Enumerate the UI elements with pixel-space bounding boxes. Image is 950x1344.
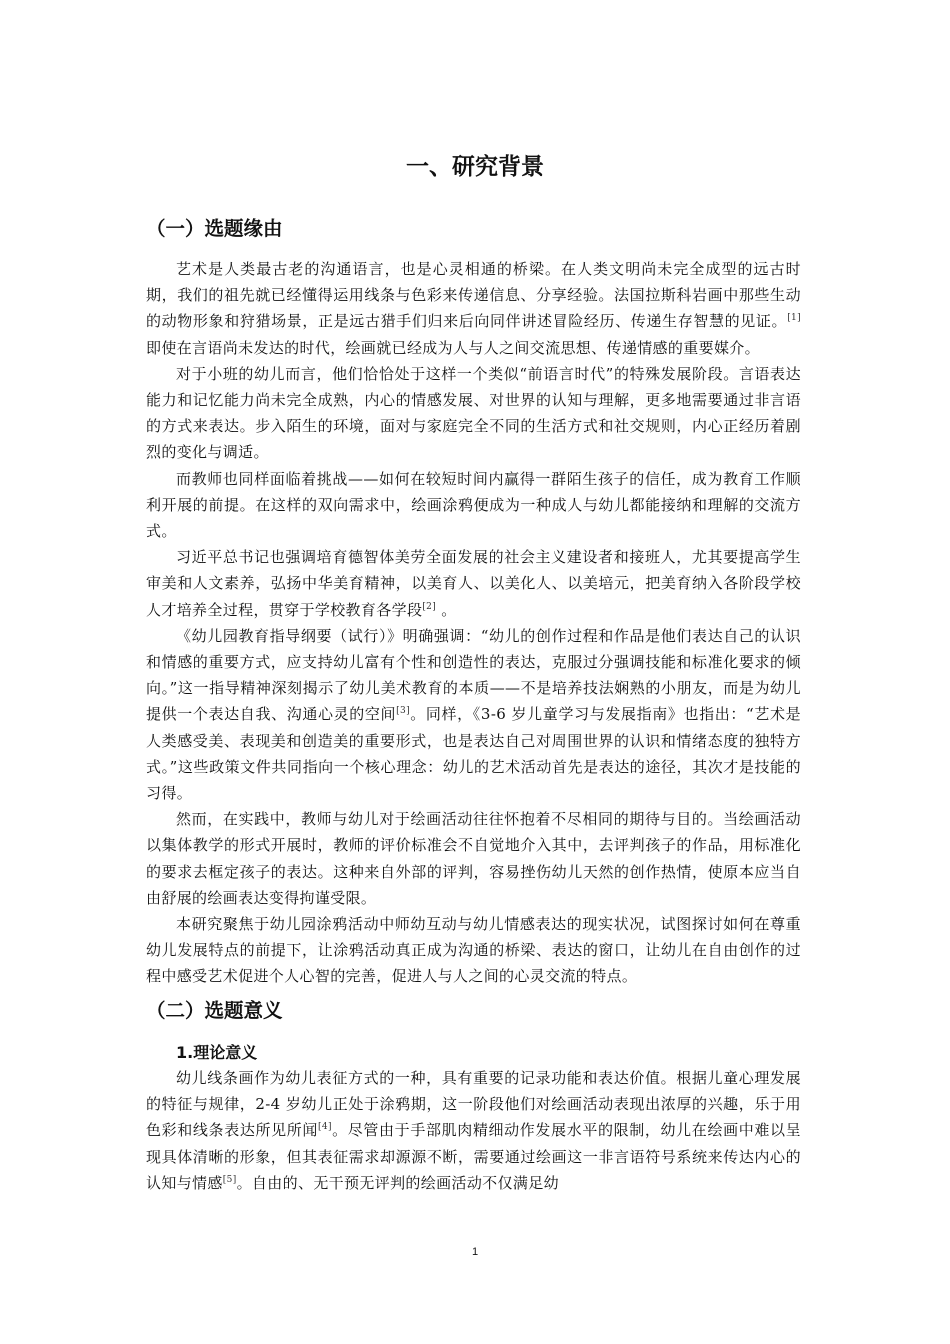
citation-ref: [2] bbox=[422, 601, 437, 612]
citation-ref: [5] bbox=[222, 1174, 237, 1185]
page-number: 1 bbox=[471, 1246, 479, 1258]
subsection-heading-theory: 1.理论意义 bbox=[176, 1043, 258, 1062]
paragraph: 然而，在实践中，教师与幼儿对于绘画活动往往怀抱着不尽相同的期待与目的。当绘画活动以集体教学的形式开展时，教师的评价标准会不自觉地介入其中，去评判孩子的作品，用标准化的要求去框定孩子的表达。这种来自外部的评判，容易挫伤幼儿天然的创作热情，使原本应当自由舒展的绘画表达变得拘谨受限。 bbox=[146, 810, 801, 907]
paragraph: 艺术是人类最古老的沟通语言，也是心灵相通的桥梁。在人类文明尚未完全成型的远古时期，我们的祖先就已经懂得运用线条与色彩来传递信息、分享经验。法国拉斯科岩画中那些生动的动物形象和狩猎场景，正是远古猎手们归来后向同伴讲述冒险经历、传递生存智慧的见证。[1]即使在言语尚未发达的时代，绘画就已经成为人与人之间交流思想、传递情感的重要媒介。 bbox=[146, 260, 801, 357]
citation-ref: [1] bbox=[787, 313, 801, 324]
section-heading-reason: （一）选题缘由 bbox=[146, 217, 283, 240]
section-heading-significance: （二）选题意义 bbox=[146, 999, 283, 1022]
paragraph: 而教师也同样面临着挑战——如何在较短时间内赢得一群陌生孩子的信任，成为教育工作顺利开展的前提。在这样的双向需求中，绘画涂鸦便成为一种成人与幼儿都能接纳和理解的交流方式。 bbox=[146, 469, 801, 541]
paragraph: 本研究聚焦于幼儿园涂鸦活动中师幼互动与幼儿情感表达的现实状况，试图探讨如何在尊重幼儿发展特点的前提下，让涂鸦活动真正成为沟通的桥梁、表达的窗口，让幼儿在自由创作的过程中感受艺术促进个人心智的完善，促进人与人之间的心灵交流的特点。 bbox=[146, 915, 801, 986]
paragraph: 幼儿线条画作为幼儿表征方式的一种，具有重要的记录功能和表达价值。根据儿童心理发展的特征与规律，2-4 岁幼儿正处于涂鸦期，这一阶段他们对绘画活动表现出浓厚的兴趣，乐于用色彩和线条表达所见所闻[4]。尽管由于手部肌肉精细动作发展水平的限制，幼儿在绘画中难以呈现具体清晰的形象，但其表征需求却源源不断，需要通过绘画这一非言语符号系统来传达内心的认知与情感[5]。自由的、无干预无评判的绘画活动不仅满足幼 bbox=[146, 1069, 801, 1192]
citation-ref: [3] bbox=[396, 706, 410, 717]
page-title: 一、研究背景 bbox=[406, 154, 544, 180]
paragraph: 对于小班的幼儿而言，他们恰恰处于这样一个类似“前语言时代”的特殊发展阶段。言语表达能力和记忆能力尚未完全成熟，内心的情感发展、对世界的认知与理解，更多地需要通过非言语的方式来表达。步入陌生的环境，面对与家庭完全不同的生活方式和社交规则，内心正经历着剧烈的变化与调适。 bbox=[146, 364, 801, 462]
paragraph: 《幼儿园教育指导纲要（试行）》明确强调：“幼儿的创作过程和作品是他们表达自己的认识和情感的重要方式，应支持幼儿富有个性和创造性的表达，克服过分强调技能和标准化要求的倾向。”这一指导精神深刻揭示了幼儿美术教育的本质——不是培养技法娴熟的小朋友，而是为幼儿提供一个表达自我、沟通心灵的空间[3]。同样，《3-6 岁儿童学习与发展指南》也指出：“艺术是人类感受美、表现美和创造美的重要形式，也是表达自己对周围世界的认识和情绪态度的独特方式。”这些政策文件共同指向一个核心理念：幼儿的艺术活动首先是表达的途径，其次才是技能的习得。 bbox=[146, 626, 801, 803]
paragraph: 习近平总书记也强调培育德智体美劳全面发展的社会主义建设者和接班人，尤其要提高学生审美和人文素养，弘扬中华美育精神，以美育人、以美化人、以美培元，把美育纳入各阶段学校人才培养全过程，贯穿于学校教育各学段[2] 。 bbox=[146, 548, 801, 619]
section-body-significance bbox=[146, 1065, 801, 1196]
citation-ref: [4] bbox=[318, 1122, 332, 1133]
section-body-reason bbox=[146, 256, 801, 990]
